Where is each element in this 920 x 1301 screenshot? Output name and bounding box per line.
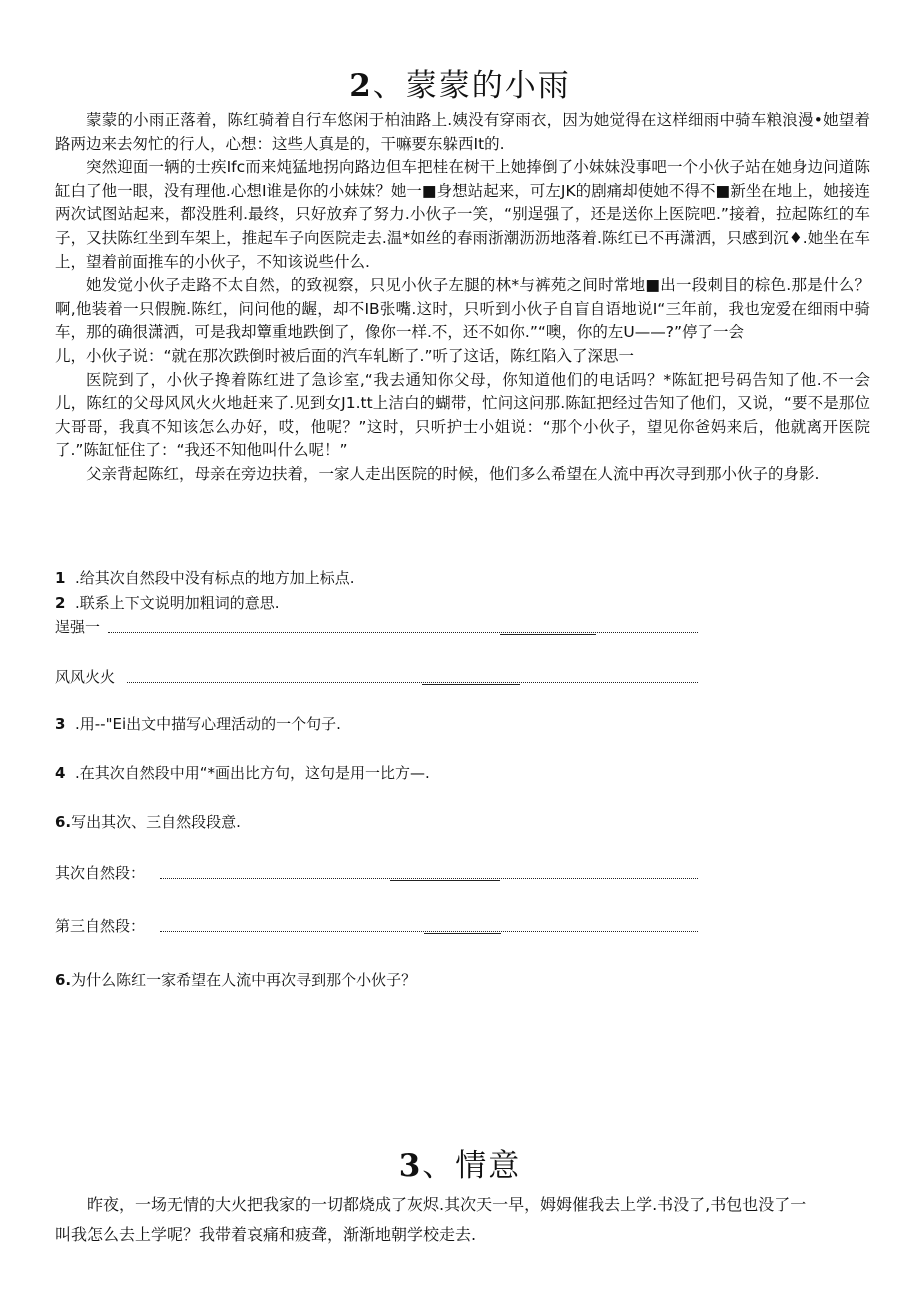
section-2-paragraph-4: 医院到了，小伙子搀着陈红进了急诊室,“我去通知你父母，你知道他们的电话吗？*陈缸把号码告知了他.不一会儿，陈红的父母风风火火地赶来了.见到女J1.tt上洁白的蝴带，忙问这问那.陈缸把经过告知了他们，又说，“要不是那位大哥哥，我真不知该怎么办好，哎，他呢？”这时，只听护士小姐说：“那个小伙子，望见你爸妈来后，他就离开医院了.”陈缸怔住了：“我还不知他叫什么呢！” (55, 370, 870, 460)
section-3-body (55, 1190, 870, 1250)
question-5 (55, 812, 875, 832)
question-3 (55, 714, 875, 734)
question-4 (55, 763, 875, 783)
section-2-paragraph-2: 突然迎面一辆的士疾Ifc而来炖猛地拐向路边但车把桂在树干上她捧倒了小妹妹没事吧一个小伙子站在她身边问道陈缸白了他一眼，没有理他.心想I谁是你的小妹妹？她一■身想站起来，可左JK的剧痛却使她不得不■新坐在地上，她接连两次试图站起来，都没胜利.最终，只好放弃了努力.小伙子一笑，“别逞强了，还是送你上医院吧.”接着，拉起陈红的车子，又扶陈红坐到车架上，推起车子向医院走去.温*如丝的春雨浙潮沥沥地落着.陈红已不再潇洒，只感到沉♦.她坐在车上，望着前面推车的小伙子，不知该说些什么. (55, 158, 870, 271)
section-2-title (0, 60, 920, 105)
question-1-number: 1 (55, 569, 66, 587)
question-2-text: .联系上下文说明加粗词的意思. (74, 594, 280, 612)
answer-underline-term-1 (500, 633, 596, 635)
question-1 (55, 568, 875, 588)
section-2-paragraph-1: 蒙蒙的小雨正落着，陈红骑着自行车悠闲于柏油路上.姨没有穿雨衣，因为她觉得在这样细雨中骑车粮浪漫•她望着路两边来去匆忙的行人，心想：这些人真是的，干嘛要东躲西It的. (55, 111, 870, 153)
section-3-paragraph-1: 昨夜，一场无情的大火把我家的一切都烧成了灰烬.其次天一早，姆姆催我去上学.书没了,书包也没了一 (87, 1195, 807, 1214)
question-6 (55, 970, 875, 990)
answer-underline-para-3 (424, 932, 501, 934)
section-2-paragraph-5: 父亲背起陈红，母亲在旁边扶着，一家人走出医院的时候，他们多么希望在人流中再次寻到那小伙子的身影. (86, 464, 820, 483)
answer-underline-para-2 (390, 879, 500, 881)
term-2-label: 风风火火 (55, 668, 116, 686)
para-2-summary-label: 其次自然段： (55, 864, 146, 882)
question-2 (55, 593, 875, 613)
question-1-text: .给其次自然段中没有标点的地方加上标点. (74, 569, 355, 587)
answer-line-term-1[interactable] (108, 631, 698, 633)
section-2-body (55, 109, 870, 487)
answer-line-term-2[interactable] (127, 681, 698, 683)
section-3-title (0, 1140, 920, 1185)
section-2-title-number: 2 (349, 68, 373, 104)
section-2-paragraph-3: 她发觉小伙子走路不太自然，的致视察，只见小伙子左腿的林*与裤苑之间时常地■出一段刺目的棕色.那是什么？啊,他装着一只假腕.陈红，问问他的龌，却不IB张嘴.这时，只听到小伙子自盲自语地说I“三年前，我也宠爱在细雨中骑车，那的确很潇洒，可是我却簟重地跌倒了，像你一样.不，还不如你.”“噢，你的左U——?”停了一会 (55, 276, 870, 342)
section-3-title-text: 、情意 (422, 1148, 522, 1184)
question-2-number: 2 (55, 594, 66, 612)
section-2-title-text: 、蒙蒙的小雨 (372, 68, 571, 104)
question-6-number: 6. (55, 971, 72, 989)
question-3-text: .用--"Ei出文中描写心理活动的一个句子. (74, 715, 341, 733)
section-2-paragraph-3-cont: 儿，小伙子说：“就在那次跌倒时被后面的汽车轧断了.”听了这话，陈红陷入了深思一 (55, 346, 634, 365)
question-5-number: 6. (55, 813, 72, 831)
question-3-number: 3 (55, 715, 66, 733)
question-4-number: 4 (55, 764, 66, 782)
answer-underline-term-2 (422, 683, 520, 685)
question-4-text: .在其次自然段中用“*画出比方句，这句是用一比方—. (74, 764, 430, 782)
question-5-text: 写出其次、三自然段段意. (71, 813, 241, 831)
section-3-title-number: 3 (398, 1148, 423, 1184)
section-3-paragraph-1-cont: 叫我怎么去上学呢？我带着哀痛和疲聋，渐渐地朝学校走去. (55, 1225, 477, 1244)
question-6-text: 为什么陈红一家希望在人流中再次寻到那个小伙子？ (71, 971, 417, 989)
term-1-label: 逞强一 (55, 618, 101, 636)
para-3-summary-label: 第三自然段： (55, 917, 146, 935)
